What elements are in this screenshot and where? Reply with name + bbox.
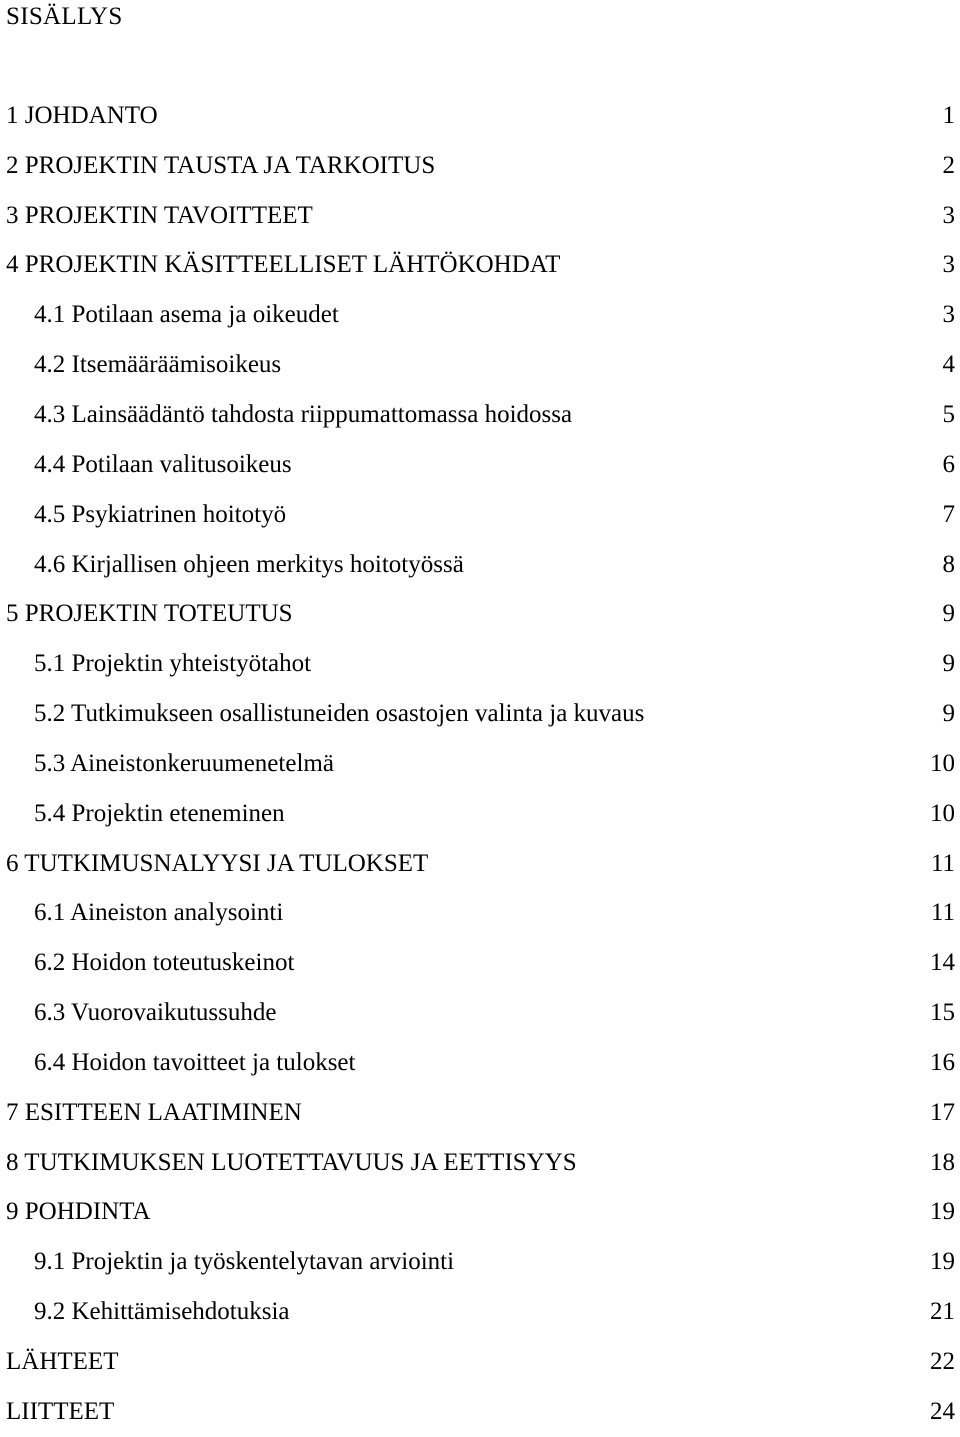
- toc-subentry[interactable]: [0, 290, 960, 340]
- toc-entry-page: 3: [943, 251, 960, 279]
- toc-subentry[interactable]: [0, 1038, 960, 1088]
- table-of-contents: [0, 91, 960, 1437]
- toc-entry-label: 4.6 Kirjallisen ohjeen merkitys hoitotyössä: [0, 551, 464, 579]
- toc-entry[interactable]: [0, 91, 960, 141]
- toc-entry[interactable]: [0, 141, 960, 191]
- toc-subentry[interactable]: [0, 540, 960, 590]
- toc-entry[interactable]: [0, 1138, 960, 1188]
- toc-entry-label: 3 PROJEKTIN TAVOITTEET: [0, 202, 313, 230]
- toc-entry-label: 6.1 Aineiston analysointi: [0, 899, 283, 927]
- toc-entry-page: 9: [943, 600, 960, 628]
- toc-entry-label: 5.3 Aineistonkeruumenetelmä: [0, 750, 334, 778]
- toc-entry-label: LIITTEET: [0, 1398, 114, 1426]
- toc-entry-page: 22: [930, 1348, 960, 1376]
- page-title: SISÄLLYS: [6, 0, 123, 34]
- toc-entry-label: 5.1 Projektin yhteistyötahot: [0, 650, 311, 678]
- toc-entry-page: 18: [930, 1149, 960, 1177]
- toc-entry-label: 2 PROJEKTIN TAUSTA JA TARKOITUS: [0, 152, 435, 180]
- toc-entry-label: 6.2 Hoidon toteutuskeinot: [0, 949, 294, 977]
- toc-entry-page: 24: [930, 1398, 960, 1426]
- toc-entry[interactable]: [0, 589, 960, 639]
- toc-subentry[interactable]: [0, 340, 960, 390]
- toc-entry-page: 3: [943, 202, 960, 230]
- toc-entry-label: 9.2 Kehittämisehdotuksia: [0, 1298, 290, 1326]
- toc-entry-page: 9: [943, 700, 960, 728]
- toc-entry-page: 10: [930, 750, 960, 778]
- toc-entry[interactable]: [0, 1387, 960, 1437]
- toc-entry-label: 7 ESITTEEN LAATIMINEN: [0, 1099, 302, 1127]
- toc-entry-label: 4.1 Potilaan asema ja oikeudet: [0, 301, 339, 329]
- toc-entry-page: 21: [930, 1298, 960, 1326]
- toc-entry-label: 4 PROJEKTIN KÄSITTEELLISET LÄHTÖKOHDAT: [0, 251, 560, 279]
- toc-subentry[interactable]: [0, 889, 960, 939]
- toc-subentry[interactable]: [0, 440, 960, 490]
- toc-entry[interactable]: [0, 1188, 960, 1238]
- toc-subentry[interactable]: [0, 639, 960, 689]
- toc-subentry[interactable]: [0, 988, 960, 1038]
- toc-entry-label: 6.4 Hoidon tavoitteet ja tulokset: [0, 1049, 355, 1077]
- toc-entry-page: 7: [943, 501, 960, 529]
- toc-entry-page: 1: [943, 102, 960, 130]
- toc-entry-page: 2: [943, 152, 960, 180]
- toc-entry-label: LÄHTEET: [0, 1348, 118, 1376]
- toc-subentry[interactable]: [0, 938, 960, 988]
- toc-entry-label: 4.2 Itsemääräämisoikeus: [0, 351, 281, 379]
- toc-subentry[interactable]: [0, 390, 960, 440]
- toc-entry-label: 1 JOHDANTO: [0, 102, 158, 130]
- toc-entry[interactable]: [0, 839, 960, 889]
- toc-entry-label: 6.3 Vuorovaikutussuhde: [0, 999, 276, 1027]
- toc-entry-page: 19: [930, 1248, 960, 1276]
- toc-entry-page: 15: [930, 999, 960, 1027]
- toc-entry-label: 9.1 Projektin ja työskentelytavan arviointi: [0, 1248, 454, 1276]
- toc-entry-page: 8: [943, 551, 960, 579]
- toc-entry-page: 4: [943, 351, 960, 379]
- toc-entry-page: 19: [930, 1198, 960, 1226]
- toc-entry-page: 11: [931, 850, 960, 878]
- toc-entry-page: 16: [930, 1049, 960, 1077]
- toc-entry-label: 5.4 Projektin eteneminen: [0, 800, 285, 828]
- toc-entry-page: 3: [943, 301, 960, 329]
- toc-entry-page: 17: [930, 1099, 960, 1127]
- toc-subentry[interactable]: [0, 689, 960, 739]
- toc-entry-label: 5 PROJEKTIN TOTEUTUS: [0, 600, 293, 628]
- toc-entry-label: 8 TUTKIMUKSEN LUOTETTAVUUS JA EETTISYYS: [0, 1149, 577, 1177]
- toc-subentry[interactable]: [0, 1287, 960, 1337]
- toc-entry-page: 10: [930, 800, 960, 828]
- toc-subentry[interactable]: [0, 739, 960, 789]
- toc-entry-label: 5.2 Tutkimukseen osallistuneiden osastojen valinta ja kuvaus: [0, 700, 644, 728]
- toc-entry-page: 9: [943, 650, 960, 678]
- toc-entry[interactable]: [0, 191, 960, 241]
- toc-subentry[interactable]: [0, 490, 960, 540]
- toc-entry-label: 4.3 Lainsäädäntö tahdosta riippumattomassa hoidossa: [0, 401, 572, 429]
- toc-entry-label: 4.5 Psykiatrinen hoitotyö: [0, 501, 286, 529]
- toc-entry[interactable]: [0, 1337, 960, 1387]
- toc-entry-page: 6: [943, 451, 960, 479]
- toc-entry-label: 9 POHDINTA: [0, 1198, 151, 1226]
- toc-entry-label: 6 TUTKIMUSNALYYSI JA TULOKSET: [0, 850, 428, 878]
- toc-subentry[interactable]: [0, 789, 960, 839]
- toc-entry[interactable]: [0, 1088, 960, 1138]
- toc-entry-label: 4.4 Potilaan valitusoikeus: [0, 451, 292, 479]
- toc-entry-page: 11: [931, 899, 960, 927]
- toc-subentry[interactable]: [0, 1237, 960, 1287]
- toc-entry[interactable]: [0, 241, 960, 291]
- toc-entry-page: 5: [943, 401, 960, 429]
- toc-entry-page: 14: [930, 949, 960, 977]
